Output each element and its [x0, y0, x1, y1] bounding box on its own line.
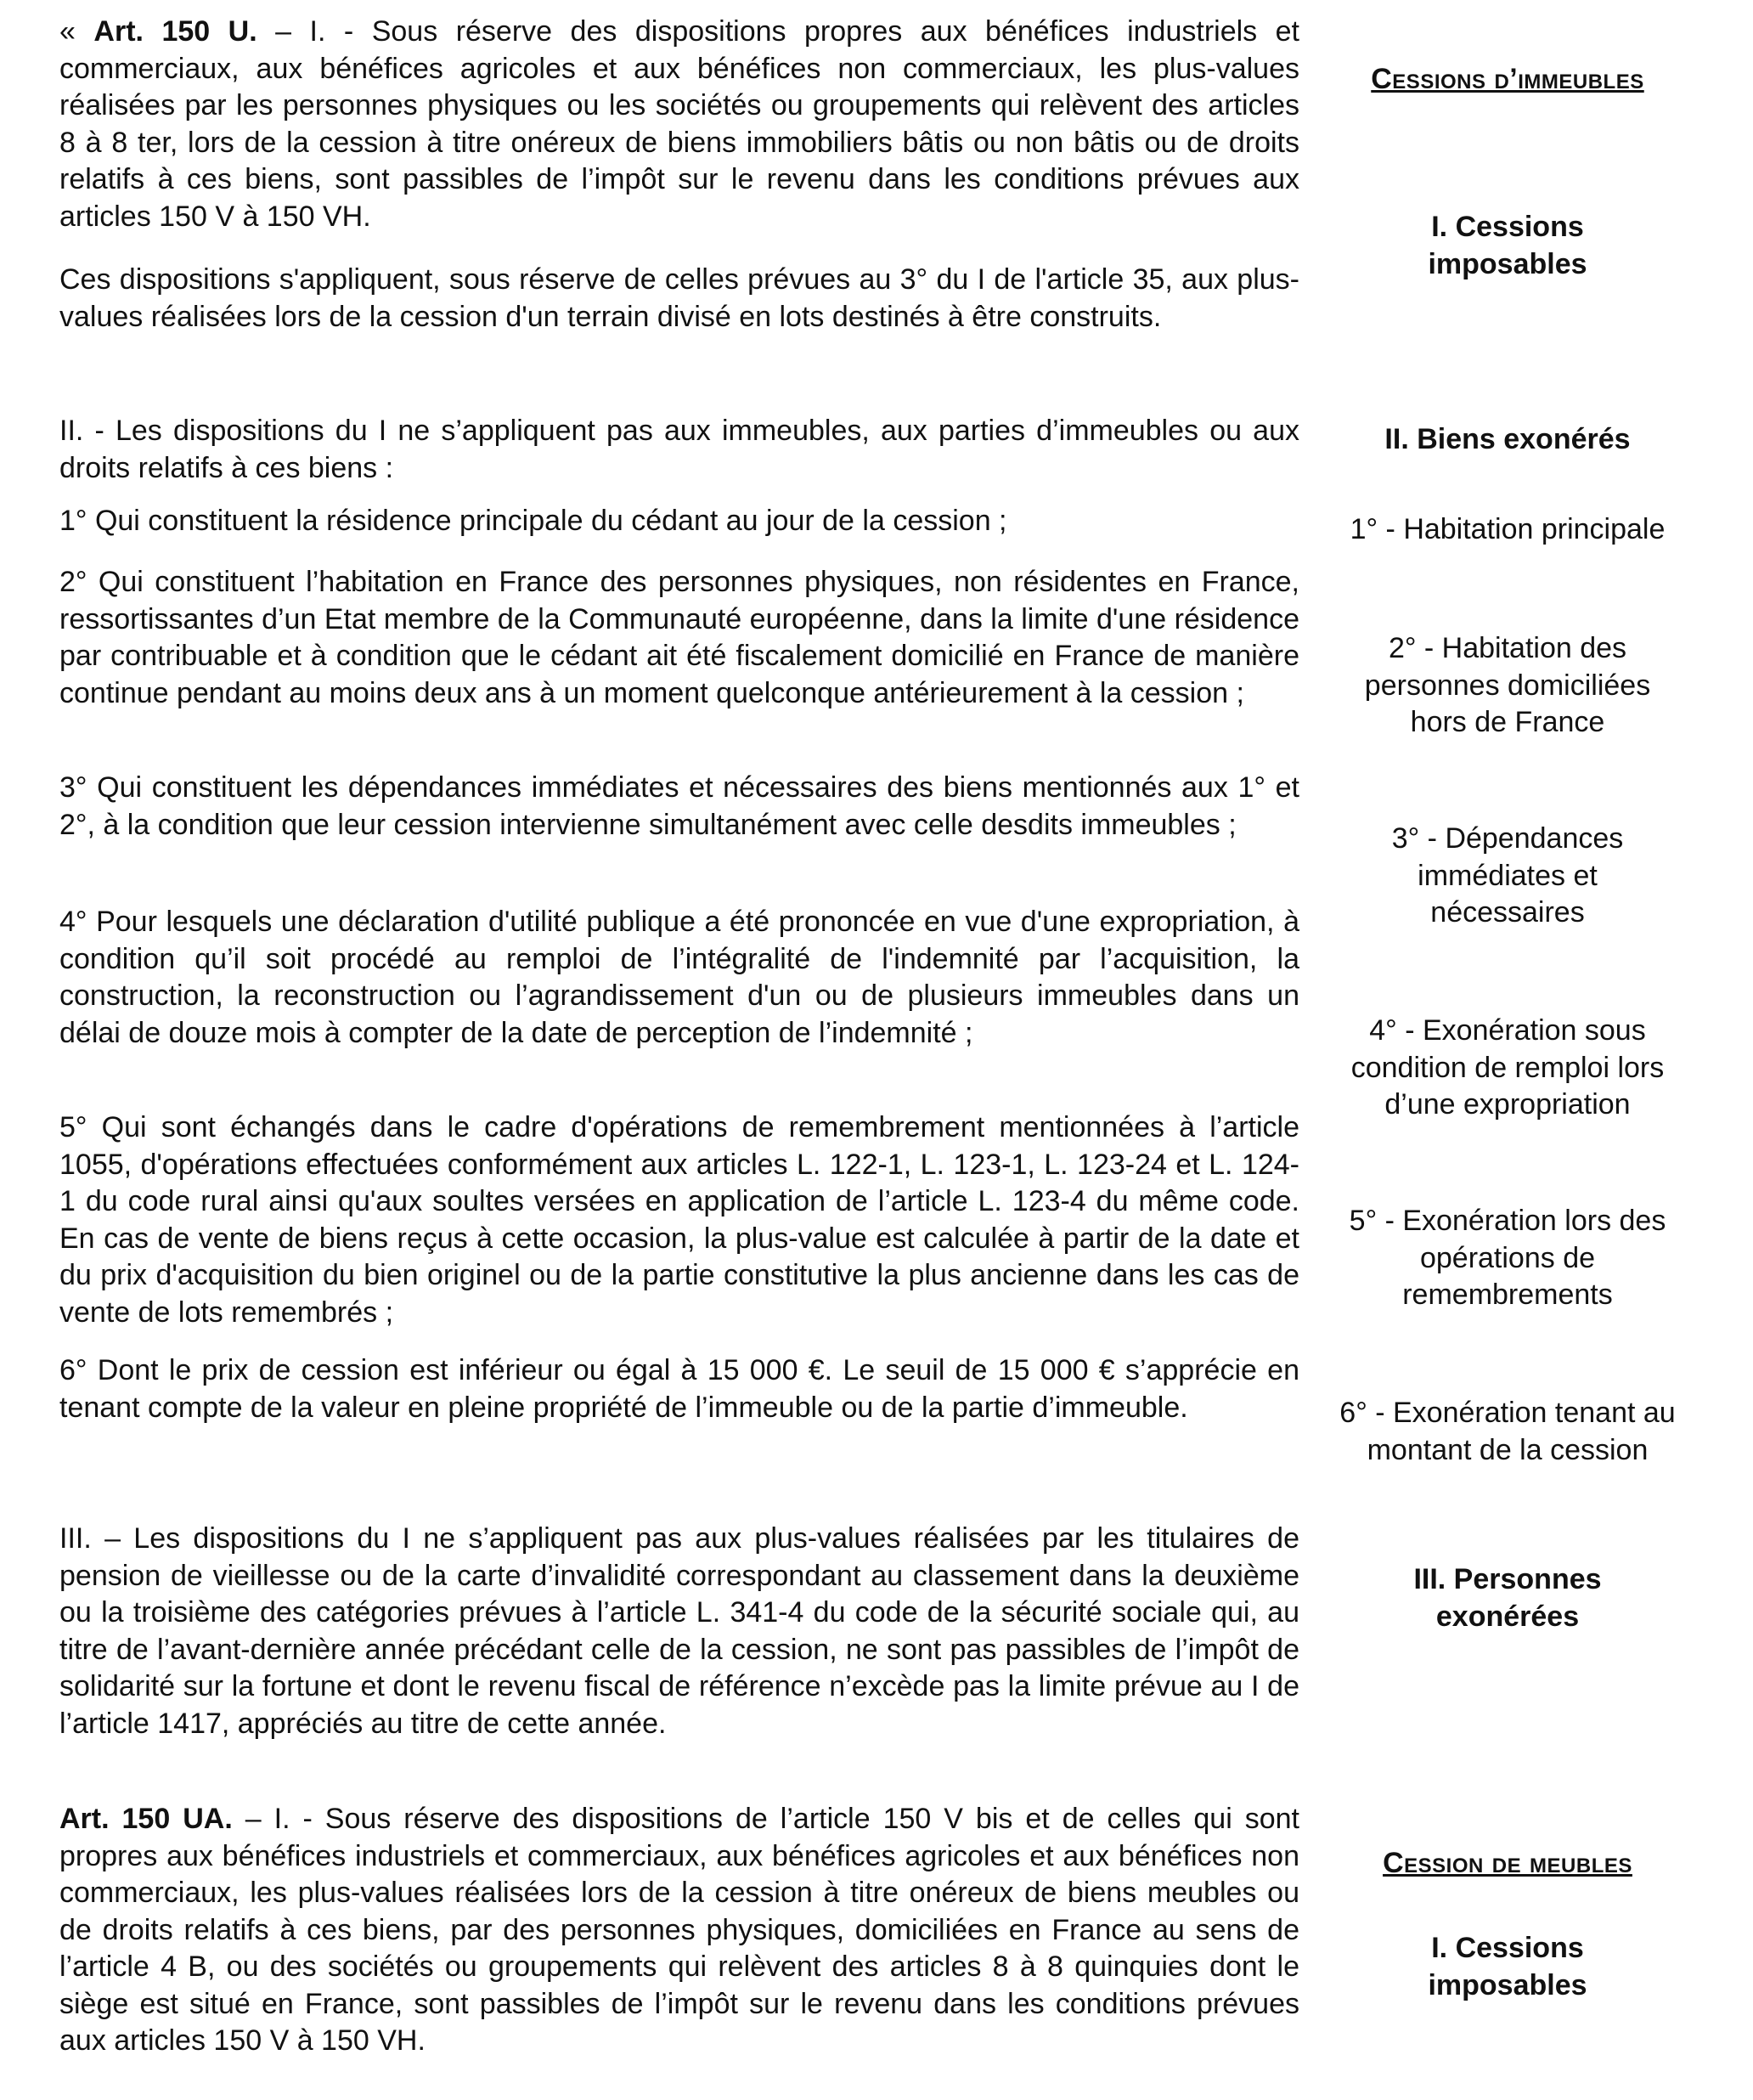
margin-cessions-imposables-meubles: I. Cessions imposables: [1428, 1932, 1587, 2001]
margin-note-3: 3° - Dépendances immédiates et nécessaires: [1391, 822, 1624, 929]
article-150ua-text: – I. - Sous réserve des dispositions de l’article 150 V bis et de celles qui sont propres aux bénéfices industriels et commerciaux, aux bénéfices agricoles et aux bénéfices non commerciaux, les plus-values réalisées lors de la cession à titre onéreux de biens meubles ou de droits relatifs à ces biens, par des personnes physiques, domiciliées en France au sens de l’article 4 B, ou des sociétés ou groupements qui relèvent des articles 8 à 8 quinquies dont le siège est situé en France, sont passibles de l’impôt sur le revenu dans les conditions prévues aux articles 150 V à 150 VH.: [59, 1803, 1299, 2057]
item-2: 2° Qui constituent l’habitation en France des personnes physiques, non résidentes en France, ressortissantes d’un Etat membre de la Communauté européenne, dans la limite d'une résidence par contribuable et à condition que le cédant ait été fiscalement domicilié en France de manière continue pendant au moins deux ans à un moment quelconque antérieurement à la cession ;: [59, 566, 1299, 709]
article-150ua-paragraph: [59, 1801, 1299, 2060]
margin-note-2: 2° - Habitation des personnes domiciliées hors de France: [1364, 632, 1651, 738]
article-150u-title: Art. 150 U.: [93, 15, 257, 48]
item-5: 5° Qui sont échangés dans le cadre d'opérations de remembrement mentionnées à l’article 1055, d'opérations effectuées conformément aux articles L. 122-1, L. 123-1, L. 123-24 et L. 124-1 du code rural ainsi qu'aux soultes versées en application de l’article L. 123-4 du même code. En cas de vente de biens reçus à cette occasion, la plus-value est calculée à partir de la date et du prix d'acquisition du bien originel ou de la partie constitutive la plus ancienne dans les cas de vente de lots remembrés ;: [59, 1111, 1299, 1329]
item-1: 1° Qui constituent la résidence principale du cédant au jour de la cession ;: [59, 505, 1007, 537]
margin-personnes-exonerees: III. Personnes exonérées: [1413, 1563, 1602, 1633]
article-150u-paragraph-ii: II. - Les dispositions du I ne s’appliquent pas aux immeubles, aux parties d’immeubles ou aux droits relatifs à ces biens :: [59, 415, 1299, 484]
margin-note-4: 4° - Exonération sous condition de remploi lors d’une expropriation: [1350, 1014, 1665, 1121]
article-150u-paragraph-iii: III. – Les dispositions du I ne s’appliquent pas aux plus-values réalisées par les titulaires de pension de vieillesse ou de la carte d’invalidité correspondant au classement dans la deuxième ou la troisième des catégories prévues à l’article L. 341-4 du code de la sécurité sociale qui, au titre de l’avant-dernière année précédant celle de la cession, ne sont pas passibles de l’impôt de solidarité sur la fortune et dont le revenu fiscal de référence n’excède pas la limite prévue au I de l’article 1417, appréciés au titre de cette année.: [59, 1522, 1299, 1740]
margin-heading-immeubles: Cessions d’immeubles: [1371, 63, 1644, 95]
quote-mark: «: [59, 15, 94, 48]
item-6: 6° Dont le prix de cession est inférieur ou égal à 15 000 €. Le seuil de 15 000 € s’apprécie en tenant compte de la valeur en pleine propriété de l’immeuble ou de la partie d’immeuble.: [59, 1354, 1299, 1424]
item-4: 4° Pour lesquels une déclaration d'utilité publique a été prononcée en vue d'une expropriation, à condition qu’il soit procédé au remploi de l’intégralité de l'indemnité par l’acquisition, la construction, la reconstruction ou l’agrandissement d'un ou de plusieurs immeubles dans un délai de douze mois à compter de la date de perception de l’indemnité ;: [59, 906, 1299, 1049]
article-150ua-title: Art. 150 UA.: [59, 1803, 233, 1835]
margin-biens-exoneres: II. Biens exonérés: [1384, 423, 1631, 455]
margin-note-1: 1° - Habitation principale: [1350, 513, 1666, 545]
article-150u-paragraph-i-second: Ces dispositions s'appliquent, sous réserve de celles prévues au 3° du I de l'article 35, aux plus-values réalisées lors de la cession d'un terrain divisé en lots destinés à être construits.: [59, 263, 1299, 333]
margin-heading-meubles: Cession de meubles: [1383, 1847, 1632, 1879]
margin-cessions-imposables: I. Cessions imposables: [1428, 211, 1587, 280]
article-150u-paragraph-i: [59, 14, 1299, 235]
margin-note-6: 6° - Exonération tenant au montant de la cession: [1339, 1397, 1676, 1466]
item-3: 3° Qui constituent les dépendances immédiates et nécessaires des biens mentionnés aux 1° et 2°, à la condition que leur cession intervienne simultanément avec celle desdits immeubles ;: [59, 771, 1299, 841]
article-150u-paragraph-i-text: – I. - Sous réserve des dispositions propres aux bénéfices industriels et commerciaux, aux bénéfices agricoles et aux bénéfices non commerciaux, les plus-values réalisées par les personnes physiques ou les sociétés ou groupements qui relèvent des articles 8 à 8 ter, lors de la cession à titre onéreux de biens immobiliers bâtis ou non bâtis ou de droits relatifs à ces biens, sont passibles de l’impôt sur le revenu dans les conditions prévues aux articles 150 V à 150 VH.: [59, 15, 1299, 233]
margin-note-5: 5° - Exonération lors des opérations de remembrements: [1349, 1205, 1666, 1311]
